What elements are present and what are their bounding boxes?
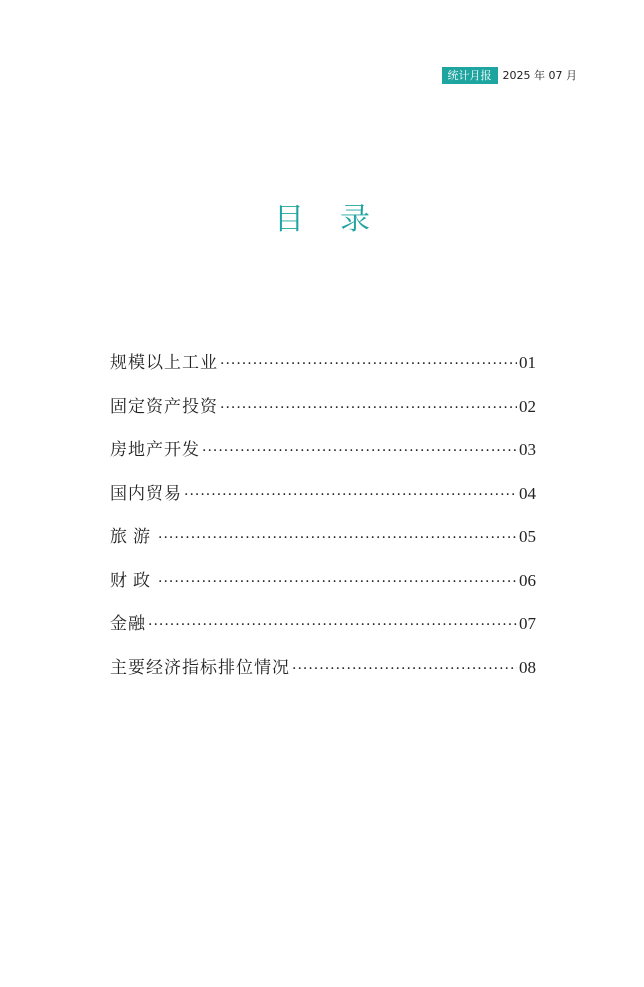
toc-item-label: 金融 bbox=[110, 614, 146, 634]
toc-item-page: 07 bbox=[519, 614, 536, 633]
report-header bbox=[442, 67, 577, 84]
toc-item-finance-public[interactable] bbox=[110, 564, 536, 608]
toc-item-fixed-asset-investment[interactable] bbox=[110, 390, 536, 434]
toc-item-tourism[interactable] bbox=[110, 520, 536, 564]
toc-item-label: 固定资产投资 bbox=[110, 396, 218, 417]
toc-item-page: 05 bbox=[519, 527, 536, 546]
toc-item-label: 主要经济指标排位情况 bbox=[110, 657, 290, 678]
toc-item-page: 01 bbox=[519, 353, 536, 372]
report-issue-date: 2025 年 07 月 bbox=[502, 69, 577, 82]
toc-item-industry[interactable] bbox=[110, 346, 536, 390]
toc-leader-dots bbox=[220, 392, 517, 425]
toc-item-banking[interactable] bbox=[110, 607, 536, 651]
toc-item-label: 规模以上工业 bbox=[110, 353, 218, 373]
toc-item-label: 国内贸易 bbox=[110, 483, 182, 504]
page-title bbox=[0, 200, 644, 240]
toc-item-label: 财政 bbox=[110, 570, 156, 591]
toc-item-real-estate[interactable] bbox=[110, 433, 536, 477]
toc-leader-dots bbox=[184, 479, 517, 512]
toc-item-economic-ranking[interactable] bbox=[110, 651, 536, 695]
toc-item-page: 06 bbox=[519, 570, 536, 590]
toc-leader-dots bbox=[202, 435, 517, 468]
toc-leader-dots bbox=[220, 348, 517, 381]
toc-item-page: 08 bbox=[519, 657, 536, 677]
title-char-2: 录 bbox=[340, 202, 370, 237]
toc-leader-dots bbox=[158, 566, 517, 599]
table-of-contents bbox=[110, 346, 536, 694]
toc-item-page: 03 bbox=[519, 440, 536, 459]
toc-item-label: 房地产开发 bbox=[110, 440, 200, 460]
report-type-badge: 统计月报 bbox=[442, 67, 498, 84]
toc-item-label: 旅游 bbox=[110, 527, 156, 547]
toc-item-page: 04 bbox=[519, 483, 536, 503]
toc-leader-dots bbox=[148, 609, 517, 642]
toc-leader-dots bbox=[292, 653, 517, 686]
toc-leader-dots bbox=[158, 522, 517, 555]
title-char-1: 目 bbox=[274, 202, 304, 237]
toc-item-domestic-trade[interactable] bbox=[110, 477, 536, 521]
toc-item-page: 02 bbox=[519, 396, 536, 416]
